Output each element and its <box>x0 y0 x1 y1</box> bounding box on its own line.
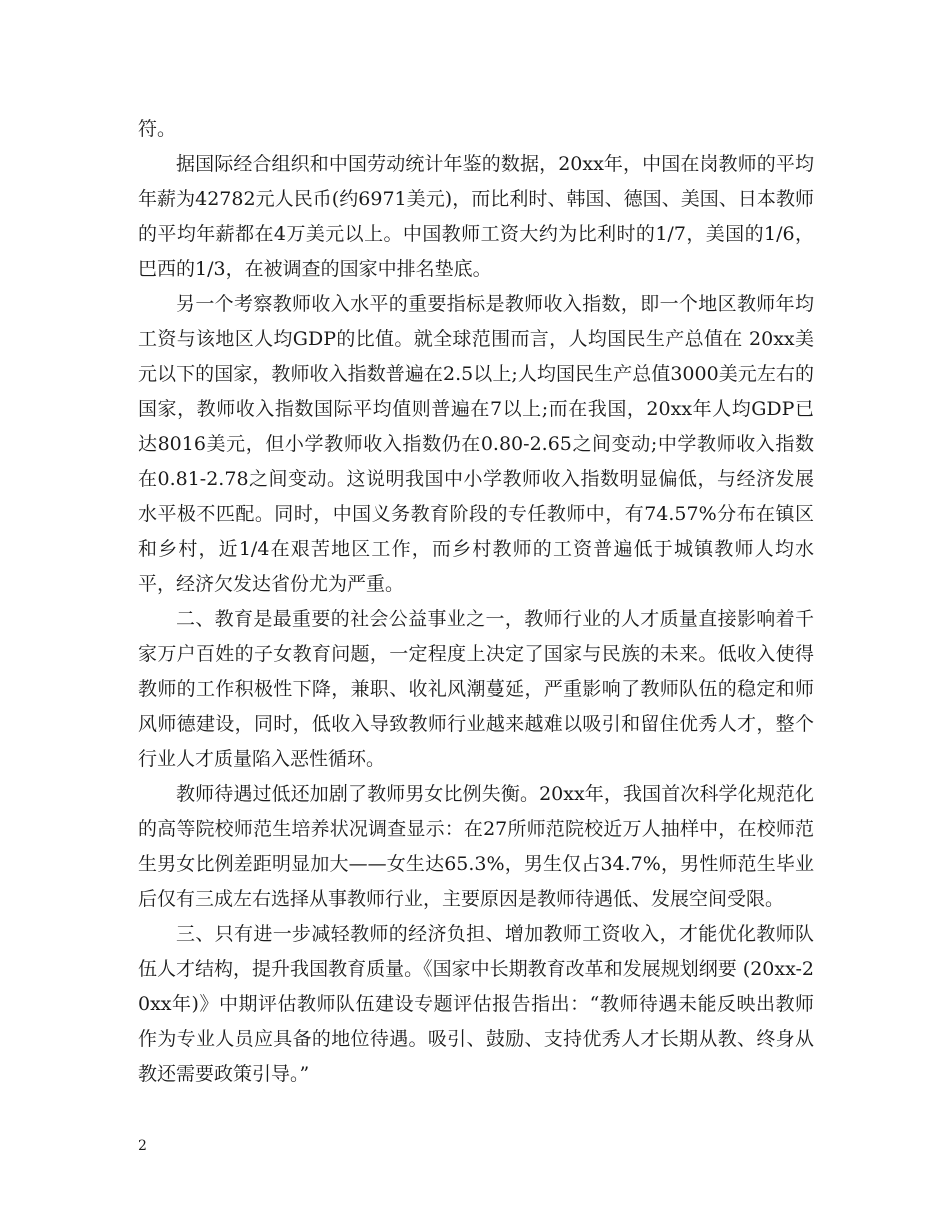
paragraph-income-index: 另一个考察教师收入水平的重要指标是教师收入指数，即一个地区教师年均工资与该地区人均GDP的比值。就全球范围而言，人均国民生产总值在 20xx美元以下的国家，教师收入指数普遍在2.5以上;人均国民生产总值3000美元左右的国家，教师收入指数国际平均值则普遍在7以上;而在我国，20xx年人均GDP已达8016美元，但小学教师收入指数仍在0.80-2.65之间变动;中学教师收入指数在0.81-2.78之间变动。这说明我国中小学教师收入指数明显偏低，与经济发展水平极不匹配。同时，中国义务教育阶段的专任教师中，有74.57%分布在镇区和乡村，近1/4在艰苦地区工作，而乡村教师的工资普遍低于城镇教师人均水平，经济欠发达省份尤为严重。 <box>138 293 814 595</box>
paragraph-teacher-salary-data: 据国际经合组织和中国劳动统计年鉴的数据，20xx年，中国在岗教师的平均年薪为42782元人民币(约6971美元)，而比利时、韩国、德国、美国、日本教师的平均年薪都在4万美元以上。中国教师工资大约为比利时的1/7，美国的1/6，巴西的1/3，在被调查的国家中排名垫底。 <box>138 153 814 280</box>
page-body <box>138 112 814 1092</box>
paragraph-gender-ratio: 教师待遇过低还加剧了教师男女比例失衡。20xx年，我国首次科学化规范化的高等院校师范生培养状况调查显示：在27所师范院校近万人抽样中，在校师范生男女比例差距明显加大——女生达65.3%，男生仅占34.7%，男性师范生毕业后仅有三成左右选择从事教师行业，主要原因是教师待遇低、发展空间受限。 <box>138 783 814 910</box>
page-number: 2 <box>138 1138 147 1154</box>
paragraph-point-two: 二、教育是最重要的社会公益事业之一，教师行业的人才质量直接影响着千家万户百姓的子女教育问题，一定程度上决定了国家与民族的未来。低收入使得教师的工作积极性下降，兼职、收礼风潮蔓延，严重影响了教师队伍的稳定和师风师德建设，同时，低收入导致教师行业越来越难以吸引和留住优秀人才，整个行业人才质量陷入恶性循环。 <box>138 608 814 770</box>
paragraph-point-three: 三、只有进一步减轻教师的经济负担、增加教师工资收入，才能优化教师队伍人才结构，提升我国教育质量。《国家中长期教育改革和发展规划纲要 (20xx-20xx年)》中期评估教师队伍建设专题评估报告指出：“教师待遇未能反映出教师作为专业人员应具备的地位待遇。吸引、鼓励、支持优秀人才长期从教、终身从教还需要政策引导。” <box>138 923 814 1085</box>
paragraph-continuation: 符。 <box>138 118 177 140</box>
